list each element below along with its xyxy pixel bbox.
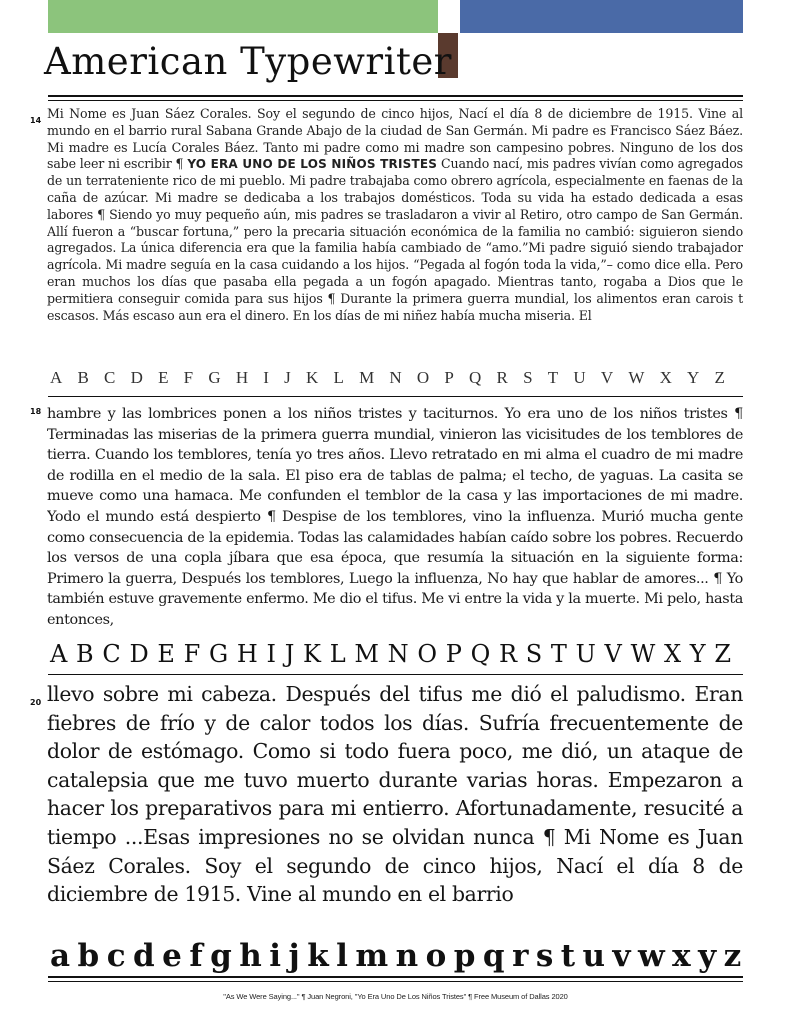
letter: z: [723, 938, 741, 974]
letter: e: [162, 938, 182, 974]
letter: I: [263, 368, 269, 387]
paragraph-14-caps-heading: YO ERA UNO DE LOS NIÑOS TRISTES: [187, 157, 438, 172]
letter: Q: [469, 368, 482, 387]
letter: E: [157, 640, 175, 668]
letter: t: [560, 938, 575, 974]
letter: f: [189, 938, 203, 974]
letter: P: [444, 368, 454, 387]
size-label-14: 14: [30, 116, 42, 125]
letter: B: [77, 368, 89, 387]
blue-color-bar: [460, 0, 743, 33]
letter: R: [498, 640, 518, 668]
letter: X: [663, 640, 682, 668]
letter: Q: [470, 640, 491, 668]
letter: S: [525, 640, 543, 668]
letter: O: [416, 368, 430, 387]
letter: D: [130, 368, 143, 387]
letter: h: [239, 938, 262, 974]
letter: j: [288, 938, 300, 974]
letter: X: [659, 368, 672, 387]
letter: s: [535, 938, 553, 974]
paragraph-14-text-b: Cuando nací, mis padres vivían como agregados de un terrateniente rico de mi pueblo. Mi padre trabajaba como obrero agrícola, especialmente en faenas de la caña de azúcar. Mi madre se dedicaba a los trabajos domésticos. Toda su vida ha estado dedicada a esas labores ¶ Siendo yo muy pequeño aún, mis padres se trasladaron a vivir al Retiro, otro campo de San Germán. Allí fueron a “buscar fortuna,” pero la precaria situación económica de la familia no cambió: siguieron siendo agregados. La única diferencia era que la familia había cambiado de “amo.”Mi padre siguió siendo trabajador agrícola. Mi madre seguía en la casa cuidando a los hijos. “Pegada al fogón toda la vida,”– como dice ella. Pero eran muchos los días que pasaba ella pegada a un fogón apagado. Mientras tanto, rogaba a Dios que le permitiera conseguir comida para sus hijos ¶ Durante la primera guerra mundial, los alimentos eran carois t escasos. Más escaso aun era el dinero. En los días de mi niñez había mucha miseria. El: [47, 156, 743, 323]
letter: o: [425, 938, 446, 974]
letter: q: [482, 938, 505, 974]
letter: W: [630, 640, 656, 668]
letter: F: [183, 368, 194, 387]
letter: g: [210, 938, 232, 974]
alphabet-row-lowercase-bold: [48, 938, 743, 974]
letter: Y: [689, 640, 706, 668]
page-title: American Typewriter: [44, 40, 452, 83]
letter: U: [573, 368, 586, 387]
title-rule-thin: [48, 100, 743, 101]
section-divider: [48, 396, 743, 397]
letter: Z: [714, 368, 725, 387]
letter: d: [133, 938, 155, 974]
letter: l: [336, 938, 348, 974]
letter: b: [77, 938, 99, 974]
letter: S: [523, 368, 533, 387]
letter: T: [550, 640, 567, 668]
letter: O: [417, 640, 437, 668]
letter: E: [158, 368, 169, 387]
letter: L: [333, 368, 344, 387]
letter: V: [604, 640, 622, 668]
letter: a: [50, 938, 70, 974]
letter: Z: [714, 640, 731, 668]
letter: L: [329, 640, 346, 668]
letter: n: [395, 938, 418, 974]
green-color-bar: [48, 0, 438, 33]
title-rule-thick: [48, 95, 743, 97]
footer-rule-thick: [48, 976, 743, 978]
letter: N: [389, 368, 402, 387]
letter: i: [269, 938, 281, 974]
letter: J: [284, 640, 295, 668]
letter: T: [547, 368, 559, 387]
letter: G: [208, 368, 221, 387]
letter: M: [354, 640, 379, 668]
letter: u: [582, 938, 605, 974]
footer-rule-thin: [48, 981, 743, 982]
letter: x: [672, 938, 691, 974]
letter: B: [76, 640, 94, 668]
specimen-paragraph-18: hambre y las lombrices ponen a los niños tristes y taciturnos. Yo era uno de los niños tristes ¶ Terminadas las miserias de la primera guerra mundial, vinieron las vicisitudes de los temblores de tierra. Cuando los temblores, tenía yo tres años. Llevo retratado en mi alma el cuadro de mi madre de rodilla en el medio de la sala. El piso era de tablas de palma; el techo, de yaguas. La casita se mueve como una hamaca. Me confunden el temblor de la casa y las importaciones de mi madre. Yodo el mundo está despierto ¶ Despise de los temblores, vino la influenza. Murió mucha gente como consecuencia de la epidemia. Todas las calamidades habían caído sobre los pobres. Recuerdo los versos de una copla jíbara que esa época, que resumía la situación en la siguiente forma: Primero la guerra, Después los temblores, Luego la influenza, No hay que hablar de amores... ¶ Yo también estuve gravemente enfermo. Me dio el tifus. Me vi entre la vida y la muerte. Mi pelo, hasta entonces,: [47, 406, 743, 628]
letter: R: [496, 368, 508, 387]
size-label-20: 20: [30, 698, 42, 707]
letter: W: [628, 368, 645, 387]
letter: A: [50, 640, 68, 668]
letter: m: [355, 938, 388, 974]
letter: r: [512, 938, 528, 974]
letter: I: [266, 640, 277, 668]
letter: C: [104, 368, 116, 387]
letter: Y: [687, 368, 700, 387]
letter: p: [453, 938, 475, 974]
letter: N: [387, 640, 409, 668]
letter: F: [183, 640, 201, 668]
letter: K: [303, 640, 321, 668]
footer-credit: "As We Were Saying..." ¶ Juan Negroni, "Yo Era Uno De Los Niños Tristes" ¶ Free Museum of Dallas 2020: [223, 992, 568, 1001]
letter: V: [600, 368, 614, 387]
section-divider: [48, 674, 743, 675]
letter: k: [307, 938, 329, 974]
specimen-paragraph-14: [47, 106, 743, 358]
letter: U: [575, 640, 596, 668]
letter: P: [445, 640, 462, 668]
letter: K: [306, 368, 319, 387]
letter: A: [50, 368, 63, 387]
paragraph-14-text-a: Mi Nome es Juan Sáez Corales. Soy el segundo de cinco hijos, Nací el día 8 de diciembre de 1915. Vine al mundo en el barrio rural Sabana Grande Abajo de la ciudad de San Germán. Mi padre es Francisco Sáez Báez. Mi madre es Lucía Corales Báez. Tanto mi padre como mi madre son campesino pobres. Ninguno de los dos sabe leer ni escribir ¶: [47, 106, 743, 172]
letter: y: [698, 938, 716, 974]
alphabet-row-uppercase-light: [48, 368, 743, 388]
letter: v: [612, 938, 631, 974]
specimen-paragraph-20: llevo sobre mi cabeza. Después del tifus me dió el paludismo. Eran fiebres de frío y de calor todos los días. Sufría frecuentemente de dolor de estómago. Como si todo fuera poco, me dió, un ataque de catalepsia que me tuvo muerto durante varias horas. Empezaron a hacer los preparativos para mi entierro. Afortunadamente, resucité a tiempo ...Esas impresiones no se olvidan nunca ¶ Mi Nome es Juan Sáez Corales. Soy el segundo de cinco hijos, Nací el día 8 de diciembre de 1915. Vine al mundo en el barrio: [47, 682, 743, 907]
letter: w: [638, 938, 665, 974]
alphabet-row-uppercase-medium: [48, 640, 743, 668]
letter: C: [102, 640, 121, 668]
letter: D: [129, 640, 149, 668]
letter: M: [359, 368, 375, 387]
letter: H: [235, 368, 249, 387]
letter: H: [236, 640, 258, 668]
letter: c: [106, 938, 126, 974]
size-label-18: 18: [30, 407, 42, 416]
letter: J: [284, 368, 291, 387]
letter: G: [209, 640, 229, 668]
